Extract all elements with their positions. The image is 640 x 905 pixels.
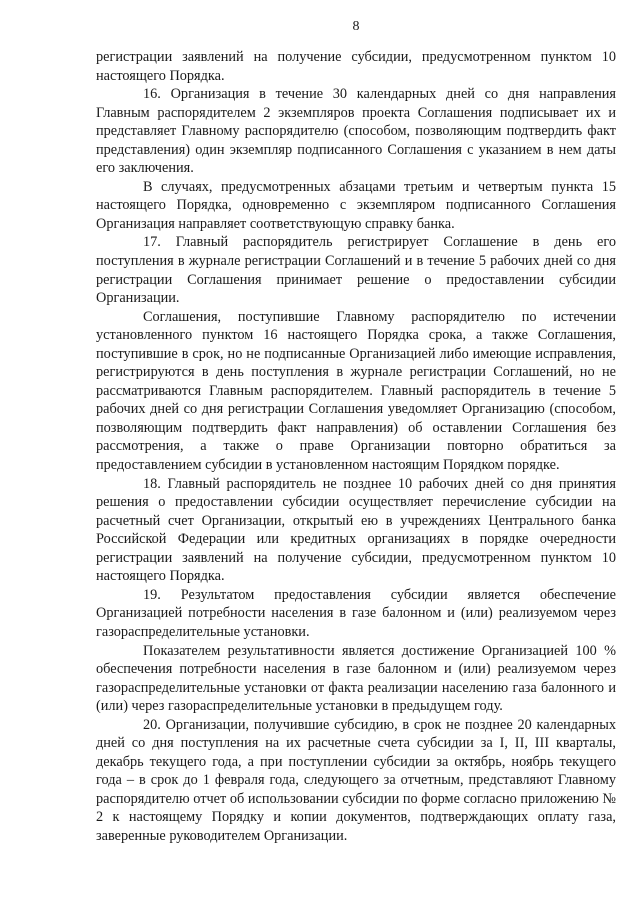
document-body — [96, 48, 616, 846]
paragraph-item-19: 19. Результатом предоставления субсидии является обеспечение Организацией потребности населения в газе балонном и (или) реализуемом через газораспределительные установки. — [96, 586, 616, 640]
paragraph-item-17: 17. Главный распорядитель регистрирует Соглашение в день его поступления в журнале регистрации Соглашений и в течение 5 рабочих дней со дня регистрации Соглашения принимает решение о предоставлении субсидии Организации. — [96, 234, 616, 307]
page-number: 8 — [352, 19, 360, 34]
paragraph-bank-certificate: В случаях, предусмотренных абзацами третьим и четвертым пункта 15 настоящего Порядка, одновременно с экземпляром подписанного Соглашения Организация направляет соответствующую справку банка. — [96, 178, 616, 232]
document-page — [96, 0, 616, 905]
paragraph-continued: регистрации заявлений на получение субсидии, предусмотренном пунктом 10 настоящего Порядка. — [96, 49, 616, 84]
paragraph-item-16: 16. Организация в течение 30 календарных дней со дня направления Главным распорядителем 2 экземпляров проекта Соглашения подписывает их и представляет Главному распорядителю (способом, позволяющим подтвердить факт представления) один экземпляр подписанного Соглашения с указанием в нем даты его заключения. — [96, 86, 616, 177]
paragraph-item-18: 18. Главный распорядитель не позднее 10 рабочих дней со дня принятия решения о предоставлении субсидии осуществляет перечисление субсидии на расчетный счет Организации, открытый ею в учреждениях Центрального банка Российской Федерации или кредитных организациях в порядке очередности регистрации заявлений на получение субсидии, предусмотренном пунктом 10 настоящего Порядка. — [96, 475, 616, 585]
paragraph-performance-indicator: Показателем результативности является достижение Организацией 100 % обеспечения потребности населения в газе балонном и (или) реализуемом через газораспределительные установки от факта реализации населению газа балонного и (или) через газораспределительные установки в предыдущем году. — [96, 642, 616, 715]
paragraph-late-agreements: Соглашения, поступившие Главному распорядителю по истечении установленного пунктом 16 настоящего Порядка срока, а также Соглашения, поступившие в срок, но не подписанные Организацией либо имеющие исправления, регистрируются в день поступления в журнале регистрации Соглашений, но не рассматриваются Главным распорядителем. Главный распорядитель в течение 5 рабочих дней со дня регистрации Соглашения уведомляет Организацию (способом, позволяющим подтвердить факт направления) об оставлении Соглашения без рассмотрения, а также о праве Организации повторно обратиться за предоставлением субсидии в установленном настоящим Порядком порядке. — [96, 308, 616, 474]
paragraph-item-20: 20. Организации, получившие субсидию, в срок не позднее 20 календарных дней со дня поступления на их расчетные счета субсидии за I, II, III кварталы, декабрь текущего года, а при поступлении субсидии за октябрь, ноябрь текущего года – в срок до 1 февраля года, следующего за отчетным, представляют Главному распорядителю отчет об использовании субсидии по форме согласно приложению № 2 к настоящему Порядку и копии документов, подтверждающих оплату газа, заверенные руководителем Организации. — [96, 716, 616, 844]
